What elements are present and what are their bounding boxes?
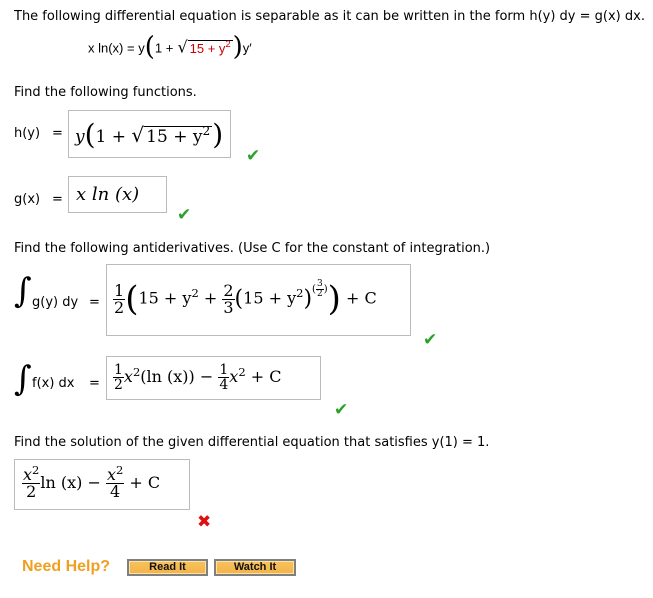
watch-it-button[interactable]: Watch It <box>214 559 296 576</box>
solution-answer-box[interactable]: $\frac{x^2}{2}$ ln (x) − $\frac{x^2}{4}$ + C <box>14 459 190 510</box>
int-f-equals: = <box>89 376 100 391</box>
g-equals: = <box>52 192 63 207</box>
int-f-label: f(x) dx <box>32 376 75 391</box>
h-check-icon: ✔ <box>246 146 261 166</box>
integral-sign-icon: ∫ <box>14 271 32 311</box>
int-f-answer-box[interactable]: $\frac{1}{2}$ $x^2(\ln$ (x)) − $\frac{1}{4}$ $x^2 + C$ <box>106 356 321 400</box>
equation: x ln(x) = y(1 + √ $15 + y^2)y'$ <box>88 32 252 62</box>
find-functions-heading: Find the following functions. <box>14 85 197 100</box>
need-help-label: Need Help? <box>22 558 111 575</box>
antiderivatives-heading: Find the following antiderivatives. (Use C for the constant of integration.) <box>14 241 491 256</box>
int-g-check-icon: ✔ <box>423 330 438 350</box>
h-equals: = <box>52 126 63 141</box>
int-g-answer-box[interactable]: $\frac{1}{2}$ ($15 + y^2$ + $\frac{2}{3}$ $(15 + y^2)^{( \frac{3}{2} )}) + C$ <box>106 264 411 336</box>
h-label: h(y) <box>14 126 41 141</box>
int-g-label: g(y) dy <box>32 295 79 310</box>
equation-left: x ln(x) = y <box>88 40 145 56</box>
read-it-button[interactable]: Read It <box>127 559 208 576</box>
int-f-check-icon: ✔ <box>334 400 349 420</box>
intro-text: The following differential equation is separable as it can be written in the form h(y) dy = g(x) dx. <box>14 9 645 24</box>
g-check-icon: ✔ <box>177 205 192 225</box>
solution-heading: Find the solution of the given differential equation that satisfies y(1) = 1. <box>14 435 490 450</box>
int-g-equals: = <box>89 295 100 310</box>
integral-sign-icon-2: ∫ <box>14 359 32 399</box>
h-answer-box[interactable]: y(1 + √ $15 + y^2$) <box>68 110 231 158</box>
g-answer-box[interactable]: x ln (x) <box>68 176 167 213</box>
solution-cross-icon: ✖ <box>197 512 212 532</box>
g-label: g(x) <box>14 192 41 207</box>
